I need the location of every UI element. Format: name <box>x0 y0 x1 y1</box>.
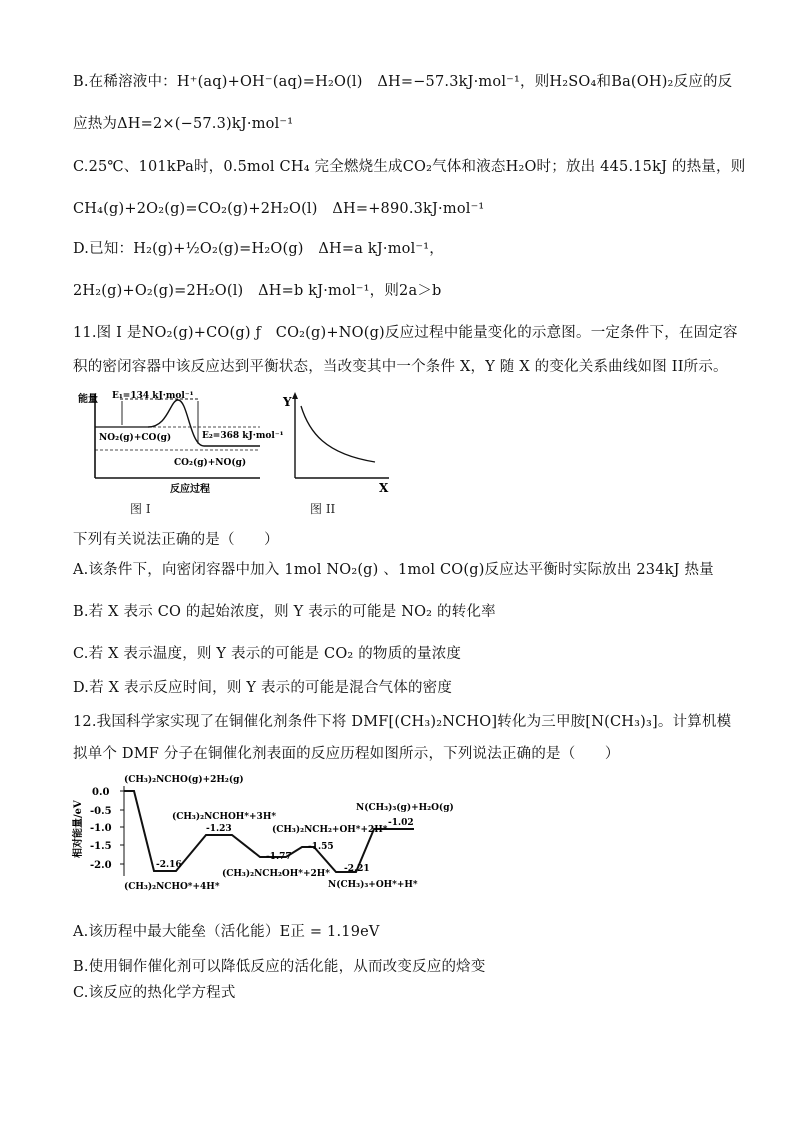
fig3-label-start: (CH₃)₂NCHO(g)+2H₂(g) <box>124 775 244 785</box>
figure-1-energy-diagram <box>78 390 284 500</box>
q11-stem-line2: 积的密闭容器中该反应达到平衡状态，当改变其中一个条件 X，Y 随 X 的变化关系曲线如图 II所示。 <box>73 359 728 375</box>
fig3-value-6: -1.02 <box>388 818 414 828</box>
figure-2-caption: 图 II <box>310 502 336 516</box>
option-c-line1: C.25℃、101kPa时，0.5mol CH₄ 完全燃烧生成CO₂气体和液态H₂O时；放出 445.15kJ 的热量，则 <box>73 159 746 175</box>
figure-2-curve <box>283 390 398 495</box>
fig3-value-2: -1.23 <box>206 824 232 834</box>
option-b-line2: 应热为ΔH=2×(−57.3)kJ·mol⁻¹ <box>73 116 294 132</box>
fig2-xlabel: X <box>379 481 389 495</box>
figure-3-reaction-profile <box>72 768 452 896</box>
fig1-xlabel: 反应过程 <box>170 484 210 495</box>
figure-1-caption: 图 I <box>130 502 151 516</box>
fig2-ylabel: Y <box>283 395 292 409</box>
fig3-tick-0: 0.0 <box>92 787 110 798</box>
fig1-products-label: CO₂(g)+NO(g) <box>174 458 247 468</box>
fig3-label-end: N(CH₃)₃(g)+H₂O(g) <box>356 803 454 813</box>
option-b-line1: B.在稀溶液中：H⁺(aq)+OH⁻(aq)=H₂O(l) ΔH=−57.3kJ·mol⁻¹，则H₂SO₄和Ba(OH)₂反应的反 <box>73 74 733 90</box>
fig3-value-1: -2.16 <box>156 860 182 870</box>
q11-option-b: B.若 X 表示 CO 的起始浓度，则 Y 表示的可能是 NO₂ 的转化率 <box>73 604 496 620</box>
q12-option-b: B.使用铜作催化剂可以降低反应的活化能，从而改变反应的焓变 <box>73 959 486 975</box>
fig3-tick-4: -2.0 <box>90 860 112 871</box>
fig3-tick-3: -1.5 <box>90 841 112 852</box>
fig1-ylabel: 能量 <box>78 394 98 405</box>
fig3-tick-1: -0.5 <box>90 806 112 817</box>
fig3-tick-2: -1.0 <box>90 823 112 834</box>
q12-stem-line1: 12.我国科学家实现了在铜催化剂条件下将 DMF[(CH₃)₂NCHO]转化为三甲胺[N(CH₃)₃]。计算机模 <box>73 714 732 730</box>
q12-option-c: C.该反应的热化学方程式 <box>73 985 236 1001</box>
fig1-reactants-label: NO₂(g)+CO(g) <box>99 433 172 443</box>
fig3-ylabel: 相对能量/eV <box>73 800 84 858</box>
fig3-value-3: -1.77 <box>266 852 292 862</box>
fig1-e2-label: E₂=368 kJ·mol⁻¹ <box>202 431 284 441</box>
q11-option-a: A.该条件下，向密闭容器中加入 1mol NO₂(g) 、1mol CO(g)反应达平衡时实际放出 234kJ 热量 <box>73 562 714 578</box>
q12-stem-line2: 拟单个 DMF 分子在铜催化剂表面的反应历程如图所示，下列说法正确的是（ ） <box>73 746 620 762</box>
option-d-line1: D.已知：H₂(g)+½O₂(g)=H₂O(g) ΔH=a kJ·mol⁻¹， <box>73 241 444 257</box>
fig3-label-s3: (CH₃)₂NCHOH*+3H* <box>172 812 277 822</box>
fig3-value-4: -1.55 <box>308 842 334 852</box>
q11-prompt: 下列有关说法正确的是（ ） <box>73 532 279 548</box>
option-d-line2: 2H₂(g)+O₂(g)=2H₂O(l) ΔH=b kJ·mol⁻¹，则2a＞b <box>73 283 442 299</box>
q11-stem-line1: 11.图 I 是NO₂(g)+CO(g) ƒ CO₂(g)+NO(g)反应过程中能量变化的示意图。一定条件下，在固定容 <box>73 325 738 341</box>
q11-option-c: C.若 X 表示温度，则 Y 表示的可能是 CO₂ 的物质的量浓度 <box>73 646 462 662</box>
fig3-label-s6: N(CH₃)₃+OH*+H* <box>328 880 418 890</box>
fig1-e1-label: E₁=134 kJ·mol⁻¹ <box>112 391 194 401</box>
fig3-label-s4: (CH₃)₂NCH₂OH*+2H* <box>222 869 330 879</box>
q12-option-a: A.该历程中最大能垒（活化能）E正 = 1.19eV <box>73 924 380 940</box>
q11-option-d: D.若 X 表示反应时间，则 Y 表示的可能是混合气体的密度 <box>73 680 453 696</box>
fig3-value-5: -2.21 <box>344 864 370 874</box>
fig3-label-s5: (CH₃)₂NCH₂+OH*+2H* <box>272 825 388 835</box>
option-c-equation: CH₄(g)+2O₂(g)=CO₂(g)+2H₂O(l) ΔH=+890.3kJ·mol⁻¹ <box>73 201 485 217</box>
fig3-label-s2: (CH₃)₂NCHO*+4H* <box>124 882 220 892</box>
